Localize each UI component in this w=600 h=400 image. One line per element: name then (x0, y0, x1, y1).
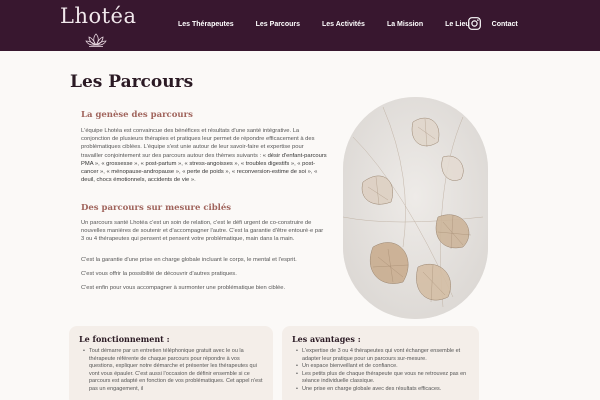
theme-item: « grossesse » (101, 160, 138, 167)
theme-item: « stress-angoisses » (184, 160, 238, 167)
theme-item: « reconversion-estime de soi » (231, 169, 311, 176)
nav-link-lieu[interactable]: Le Lieu (445, 21, 470, 28)
theme-item: « ménopause-andropause » (106, 169, 179, 176)
genese-paragraph: L'équipe Lhotéa est convaincue des bénéfices et résultats d'une santé intégrative. La conjonction de plusieurs thérapies et pratiques leur permet de répondre efficacement à des problématiques ciblées. L'équipe s'est unie autour de leur savoir-faire et expertise pour travailler conjointement sur des parcours autour des thèmes suivants : « désir d'enfant-parcours PMA », « grossesse », « post-partum », « stress-angoisses », « troubles digestifs », « post-cancer », « ménopause-andropause », « perte de poids », « reconversion-estime de soi », « deuil, chocs émotionnels, accidents de vie ». (81, 128, 327, 184)
theme-item: « post-cancer » (81, 160, 316, 176)
card-title-avantages: Les avantages : (292, 334, 361, 344)
theme-item: « troubles digestifs » (240, 160, 295, 167)
lotus-icon (85, 32, 107, 48)
nav-link-parcours[interactable]: Les Parcours (255, 21, 300, 28)
nav-links (178, 19, 540, 31)
page-title: Les Parcours (70, 72, 194, 92)
list-item: • L'expertise de 3 ou 4 thérapeutes qui vont échanger ensemble et adapter leur pratique pour un parcours sur-mesure. (298, 348, 478, 363)
mesure-paragraph-1: Un parcours santé Lhotéa c'est un soin de relation, c'est le défi urgent de co-construire de nouvelles manières de soutenir et d'accompagner l'autre. C'est la garantie d'être entouré·e par 3 ou 4 thérapeutes qui pensent et pensent votre problématique, main dans la main. (81, 220, 324, 243)
list-item: • Un espace bienveillant et de confiance. (298, 363, 478, 371)
nav-link-therapeutes[interactable]: Les Thérapeutes (178, 21, 234, 28)
theme-item: « perte de poids » (182, 169, 229, 176)
list-item: • Les petits plus de chaque thérapeute que vous ne retrouvez pas en séance individuelle classique. (298, 371, 478, 386)
dried-flower-illustration (343, 97, 488, 319)
top-navigation (0, 0, 600, 51)
nav-link-contact[interactable]: Contact (491, 21, 518, 28)
instagram-icon[interactable] (468, 17, 481, 30)
avantages-list (298, 348, 478, 394)
theme-item: « deuil, chocs émotionnels, accidents de vie » (81, 169, 318, 184)
nav-link-activites[interactable]: Les Activités (322, 21, 365, 28)
hydrangea-photo (343, 97, 488, 319)
list-item: • Une prise en charge globale avec des résultats efficaces. (298, 386, 478, 394)
card-avantages (282, 326, 479, 400)
mesure-paragraph-2: C'est la garantie d'une prise en charge globale incluant le corps, le mental et l'esprit. (81, 257, 297, 263)
fonctionnement-list (85, 348, 265, 394)
section-title-genese: La genèse des parcours (81, 110, 193, 120)
mesure-paragraph-4: C'est enfin pour vous accompagner à surmonter une problématique bien ciblée. (81, 285, 286, 291)
section-title-mesure: Des parcours sur mesure ciblés (81, 203, 232, 213)
theme-item: « post-partum » (140, 160, 182, 167)
nav-link-mission[interactable]: La Mission (386, 21, 424, 28)
theme-item: « désir d'enfant-parcours PMA » (81, 152, 327, 167)
logo-text: Lhotéa (60, 4, 137, 28)
card-fonctionnement (69, 326, 273, 400)
list-item: • Tout démarre par un entretien téléphonique gratuit avec le ou la thérapeute référente de chaque parcours pour répondre à vos questions, expliquer notre démarche et présenter les thérapeutes qui vont vous épauler. C'est aussi l'occasion de définir ensemble si ce parcours est adapté en fonction de vos problématiques. Cet appel n'est pas un engagement, il (85, 348, 265, 394)
genese-intro: L'équipe Lhotéa est convaincue des bénéfices et résultats d'une santé intégrative. La conjonction de plusieurs thérapies et pratiques leur permet de répondre efficacement à des problématiques ciblées. L'équipe s'est unie autour de leur savoir-faire et expertise pour travailler conjointement sur des parcours autour des thèmes suivants : (81, 128, 315, 159)
logo[interactable] (60, 4, 137, 50)
mesure-paragraph-3: C'est vous offrir la possibilité de découvrir d'autres pratiques. (81, 271, 237, 277)
card-title-fonctionnement: Le fonctionnement : (79, 334, 170, 344)
